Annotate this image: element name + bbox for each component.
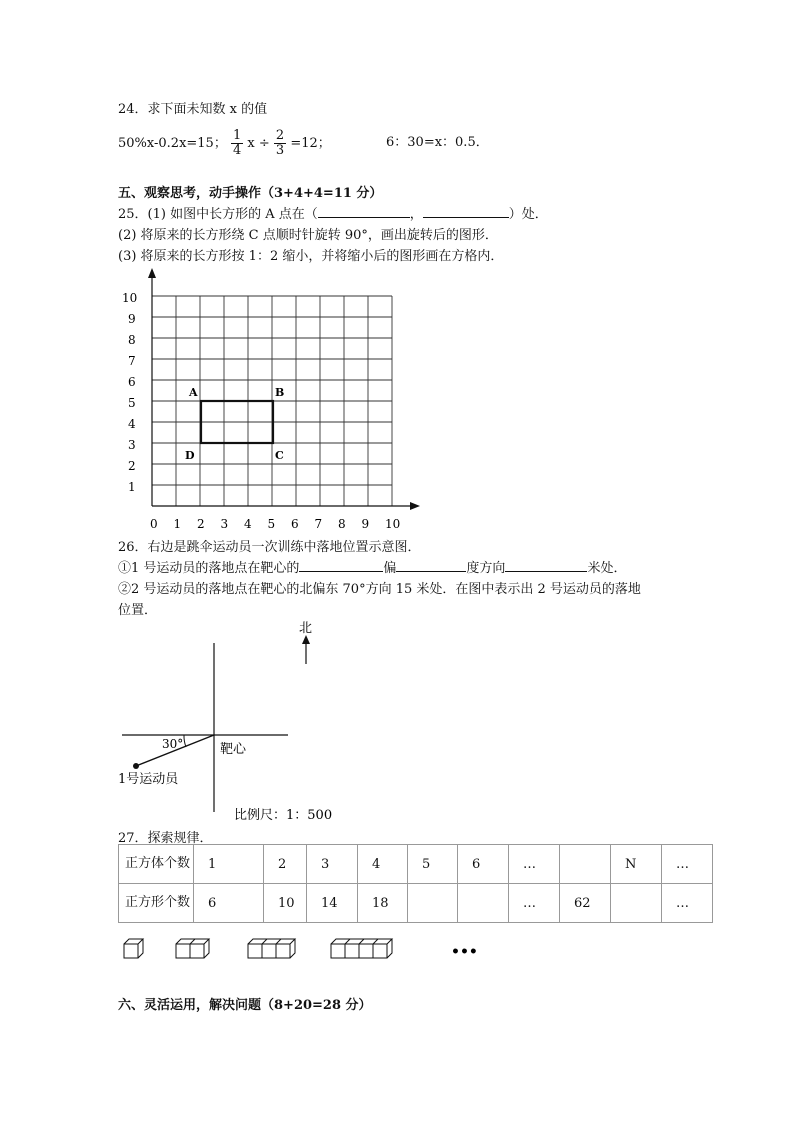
q26-item2-cont: 位置．	[118, 603, 158, 618]
x-tick-label: 8	[338, 517, 346, 531]
x-tick-label: 0	[150, 517, 158, 531]
y-tick-label: 8	[128, 333, 136, 347]
cube-group	[331, 939, 392, 958]
y-tick-label: 9	[128, 312, 136, 326]
x-tick-label: 6	[291, 517, 299, 531]
q26-line1: 26．右边是跳伞运动员一次训练中落地位置示意图．	[118, 540, 421, 555]
ellipsis-icon: •••	[451, 944, 478, 960]
section-6-title: 六、灵活运用，解决问题（8+20=28 分）	[118, 998, 372, 1013]
cube-edge	[262, 939, 267, 944]
cube-edge	[190, 939, 195, 944]
cube-group	[124, 939, 143, 958]
section-5-title: 五、观察思考，动手操作（3+4+4=11 分）	[118, 186, 383, 201]
cube-edge	[248, 944, 290, 958]
cube-edge	[124, 944, 138, 958]
x-axis-arrow-icon	[410, 502, 420, 510]
table-cell: 18	[358, 884, 408, 923]
q26-item2: ②2 号运动员的落地点在靶心的北偏东 70°方向 15 米处．在图中表示出 2 号运动员的落地	[118, 582, 641, 597]
y-tick-label: 10	[122, 291, 138, 305]
q26-item1: ①1 号运动员的落地点在靶心的 偏 度方向 米处．	[118, 561, 627, 576]
table-cell: …	[509, 884, 560, 923]
q26-blank-distance[interactable]	[505, 559, 587, 572]
q24-fraction-2-3: $\frac{2}{3}$	[275, 128, 285, 158]
table-row-cubes	[119, 845, 713, 884]
x-tick-label: 4	[244, 517, 252, 531]
table-cell: 10	[264, 884, 307, 923]
table-cell: 6	[458, 845, 509, 884]
y-axis-arrow-icon	[148, 268, 156, 278]
row-header-cubes: 正方体个数	[119, 845, 194, 884]
table-cell: 2	[264, 845, 307, 884]
table-cell: N	[611, 845, 662, 884]
x-tick-label: 5	[267, 517, 276, 531]
row-header-squares: 正方形个数	[119, 884, 194, 923]
q25-line2: (2) 将原来的长方形绕 C 点顺时针旋转 90°，画出旋转后的图形．	[118, 228, 498, 243]
q24-fraction-1-4: $\frac{1}{4}$	[232, 128, 242, 158]
table-cell: 62	[560, 884, 611, 923]
q24-eq2-mid: x ÷	[247, 136, 270, 151]
angle-arc	[184, 735, 186, 747]
scale-label: 比例尺：1：500	[234, 808, 333, 823]
cube-edge	[276, 939, 281, 944]
point-c-label: C	[275, 449, 284, 462]
q25-line1: 25．(1) 如图中长方形的 A 点在（ ， ）处．	[118, 207, 548, 222]
table-cell-blank[interactable]	[408, 884, 458, 923]
cube-edge	[345, 939, 350, 944]
point-d-label: D	[185, 449, 195, 462]
y-tick-label: 7	[128, 354, 136, 368]
q24-eq1: 50%x-0.2x=15；	[118, 136, 227, 151]
q25-line3: (3) 将原来的长方形按 1：2 缩小，并将缩小后的图形画在方格内．	[118, 249, 504, 264]
table-cell-blank[interactable]	[458, 884, 509, 923]
y-tick-label: 2	[128, 459, 136, 473]
x-tick-label: 1	[173, 517, 182, 531]
q27-title: 27．探索规律．	[118, 831, 213, 846]
north-arrow-icon	[302, 635, 310, 644]
table-cell: …	[662, 884, 713, 923]
table-cell-blank[interactable]	[560, 845, 611, 884]
y-tick-label: 3	[128, 438, 136, 452]
q26-blank-direction[interactable]	[299, 559, 383, 572]
table-cell: 3	[307, 845, 358, 884]
y-tick-label: 5	[128, 396, 136, 410]
table-cell: 6	[194, 884, 264, 923]
q24-eq3: 6：30=x：0.5．	[386, 135, 489, 150]
q24-equations	[118, 129, 331, 158]
cube-group	[176, 939, 209, 958]
cube-edge	[124, 939, 143, 944]
table-cell: 4	[358, 845, 408, 884]
cube-edge	[359, 939, 364, 944]
q26-landing-diagram	[110, 616, 350, 828]
table-cell: 1	[194, 845, 264, 884]
point-a-label: A	[189, 386, 198, 399]
x-tick-label: 3	[220, 517, 229, 531]
north-label: 北	[299, 621, 313, 636]
q25-blank-x[interactable]	[318, 205, 410, 218]
table-cell: 14	[307, 884, 358, 923]
cube-edge	[373, 939, 378, 944]
cube-edge	[248, 939, 295, 944]
angle-label: 30°	[162, 737, 184, 751]
y-tick-label: 4	[128, 417, 136, 431]
x-tick-label: 9	[361, 517, 370, 531]
q24-eq2-end: =12；	[290, 136, 331, 151]
x-tick-label: 10	[385, 517, 401, 531]
point-b-label: B	[275, 386, 285, 399]
table-cell: …	[662, 845, 713, 884]
q26-blank-degree[interactable]	[396, 559, 466, 572]
q25-blank-y[interactable]	[423, 205, 509, 218]
y-tick-label: 1	[128, 480, 136, 494]
athlete-1-label: 1号运动员	[118, 772, 179, 787]
q24-title: 24．求下面未知数 x 的值	[118, 102, 268, 117]
athlete-1-point[interactable]	[133, 763, 139, 769]
cube-sequence-figure	[118, 932, 478, 966]
q27-pattern-table	[118, 844, 713, 923]
x-tick-label: 7	[314, 517, 323, 531]
table-cell: …	[509, 845, 560, 884]
table-cell: 5	[408, 845, 458, 884]
y-tick-label: 6	[128, 375, 136, 389]
q25-grid-figure	[110, 262, 430, 537]
x-tick-label: 2	[197, 517, 205, 531]
table-cell-blank[interactable]	[611, 884, 662, 923]
target-center-label: 靶心	[220, 742, 247, 757]
cube-group	[248, 939, 295, 958]
table-row-squares	[119, 884, 713, 923]
